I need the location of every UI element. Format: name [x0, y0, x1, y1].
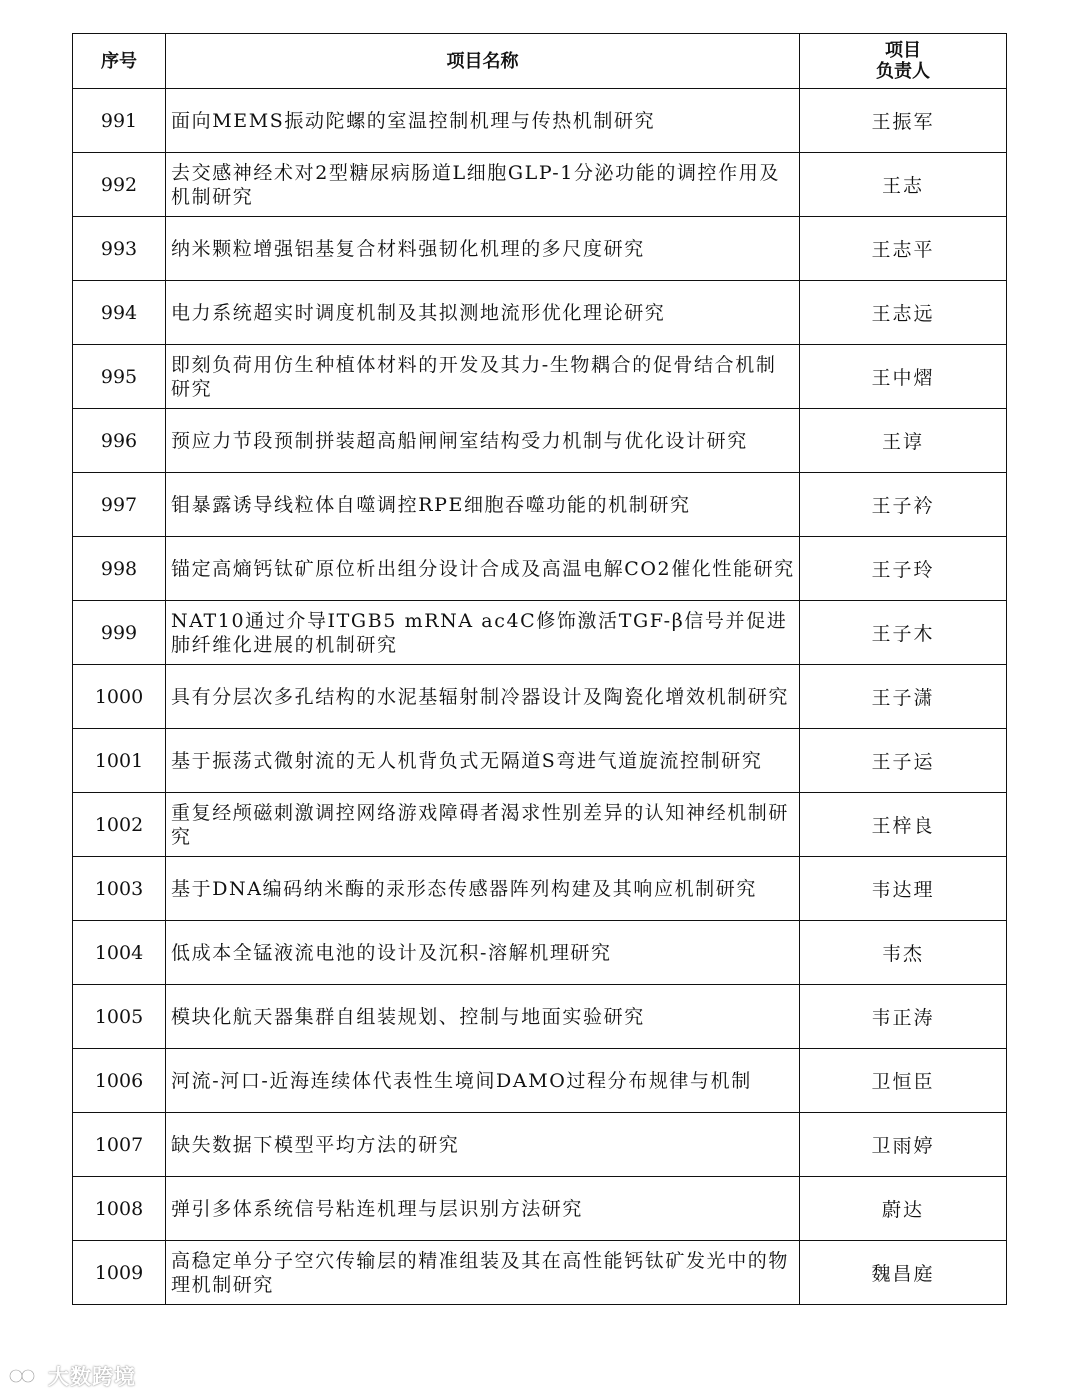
row-project-name: 基于DNA编码纳米酶的汞形态传感器阵列构建及其响应机制研究: [166, 857, 800, 921]
row-leader: 王谆: [800, 409, 1007, 473]
row-project-name: 基于振荡式微射流的无人机背负式无隔道S弯进气道旋流控制研究: [166, 729, 800, 793]
row-project-name: 河流-河口-近海连续体代表性生境间DAMO过程分布规律与机制: [166, 1049, 800, 1113]
row-leader: 王子衿: [800, 473, 1007, 537]
row-leader: 王志: [800, 153, 1007, 217]
table-row: [73, 601, 1007, 665]
row-number: 1001: [73, 729, 166, 793]
header-leader-line2: 负责人: [876, 61, 930, 82]
table-row: [73, 921, 1007, 985]
row-number: 1005: [73, 985, 166, 1049]
table-row: [73, 1177, 1007, 1241]
row-leader: 王子运: [800, 729, 1007, 793]
row-number: 993: [73, 217, 166, 281]
row-number: 1002: [73, 793, 166, 857]
row-project-name: 即刻负荷用仿生种植体材料的开发及其力-生物耦合的促骨结合机制研究: [166, 345, 800, 409]
table-row: [73, 1241, 1007, 1305]
row-project-name: 弹引多体系统信号粘连机理与层识别方法研究: [166, 1177, 800, 1241]
row-number: 1000: [73, 665, 166, 729]
row-number: 999: [73, 601, 166, 665]
table-row: [73, 1113, 1007, 1177]
header-number: 序号: [73, 34, 166, 89]
row-project-name: 面向MEMS振动陀螺的室温控制机理与传热机制研究: [166, 89, 800, 153]
table-row: [73, 217, 1007, 281]
table-row: [73, 793, 1007, 857]
row-number: 1009: [73, 1241, 166, 1305]
header-project-name: 项目名称: [166, 34, 800, 89]
row-leader: 王子玲: [800, 537, 1007, 601]
row-project-name: 低成本全锰液流电池的设计及沉积-溶解机理研究: [166, 921, 800, 985]
table-row: [73, 857, 1007, 921]
row-number: 1006: [73, 1049, 166, 1113]
table-row: [73, 89, 1007, 153]
watermark-logo-icon: [8, 1364, 44, 1388]
table-row: [73, 665, 1007, 729]
table-row: [73, 537, 1007, 601]
row-leader: 王中熠: [800, 345, 1007, 409]
row-number: 998: [73, 537, 166, 601]
row-leader: 王志远: [800, 281, 1007, 345]
header-leader: [800, 34, 1007, 89]
table-header-row: [73, 34, 1007, 89]
row-project-name: 高稳定单分子空穴传输层的精准组装及其在高性能钙钛矿发光中的物理机制研究: [166, 1241, 800, 1305]
row-leader: 王子木: [800, 601, 1007, 665]
row-project-name: 纳米颗粒增强铝基复合材料强韧化机理的多尺度研究: [166, 217, 800, 281]
watermark: [8, 1362, 136, 1390]
row-leader: 韦正涛: [800, 985, 1007, 1049]
project-table: [72, 33, 1007, 1305]
table-row: [73, 409, 1007, 473]
row-project-name: 钼暴露诱导线粒体自噬调控RPE细胞吞噬功能的机制研究: [166, 473, 800, 537]
row-leader: 王志平: [800, 217, 1007, 281]
table-row: [73, 281, 1007, 345]
row-project-name: 重复经颅磁刺激调控网络游戏障碍者渴求性别差异的认知神经机制研究: [166, 793, 800, 857]
row-number: 1007: [73, 1113, 166, 1177]
watermark-text: 大数跨境: [48, 1365, 136, 1389]
row-leader: 卫恒臣: [800, 1049, 1007, 1113]
table-row: [73, 729, 1007, 793]
row-number: 1003: [73, 857, 166, 921]
row-leader: 王梓良: [800, 793, 1007, 857]
row-leader: 韦达理: [800, 857, 1007, 921]
row-number: 997: [73, 473, 166, 537]
row-leader: 卫雨婷: [800, 1113, 1007, 1177]
row-number: 991: [73, 89, 166, 153]
row-number: 996: [73, 409, 166, 473]
table-row: [73, 1049, 1007, 1113]
row-project-name: 缺失数据下模型平均方法的研究: [166, 1113, 800, 1177]
row-number: 994: [73, 281, 166, 345]
row-project-name: 预应力节段预制拼装超高船闸闸室结构受力机制与优化设计研究: [166, 409, 800, 473]
row-leader: 王子潇: [800, 665, 1007, 729]
row-project-name: 具有分层次多孔结构的水泥基辐射制冷器设计及陶瓷化增效机制研究: [166, 665, 800, 729]
row-leader: 魏昌庭: [800, 1241, 1007, 1305]
row-number: 1004: [73, 921, 166, 985]
row-leader: 蔚达: [800, 1177, 1007, 1241]
row-leader: 王振军: [800, 89, 1007, 153]
row-leader: 韦杰: [800, 921, 1007, 985]
row-project-name: 锚定高熵钙钛矿原位析出组分设计合成及高温电解CO2催化性能研究: [166, 537, 800, 601]
table-row: [73, 345, 1007, 409]
row-number: 992: [73, 153, 166, 217]
table-row: [73, 153, 1007, 217]
header-leader-line1: 项目: [885, 40, 921, 61]
row-project-name: 去交感神经术对2型糖尿病肠道L细胞GLP-1分泌功能的调控作用及机制研究: [166, 153, 800, 217]
row-project-name: 模块化航天器集群自组装规划、控制与地面实验研究: [166, 985, 800, 1049]
row-number: 1008: [73, 1177, 166, 1241]
row-number: 995: [73, 345, 166, 409]
row-project-name: NAT10通过介导ITGB5 mRNA ac4C修饰激活TGF-β信号并促进肺纤维化进展的机制研究: [166, 601, 800, 665]
table-row: [73, 473, 1007, 537]
row-project-name: 电力系统超实时调度机制及其拟测地流形优化理论研究: [166, 281, 800, 345]
table-row: [73, 985, 1007, 1049]
